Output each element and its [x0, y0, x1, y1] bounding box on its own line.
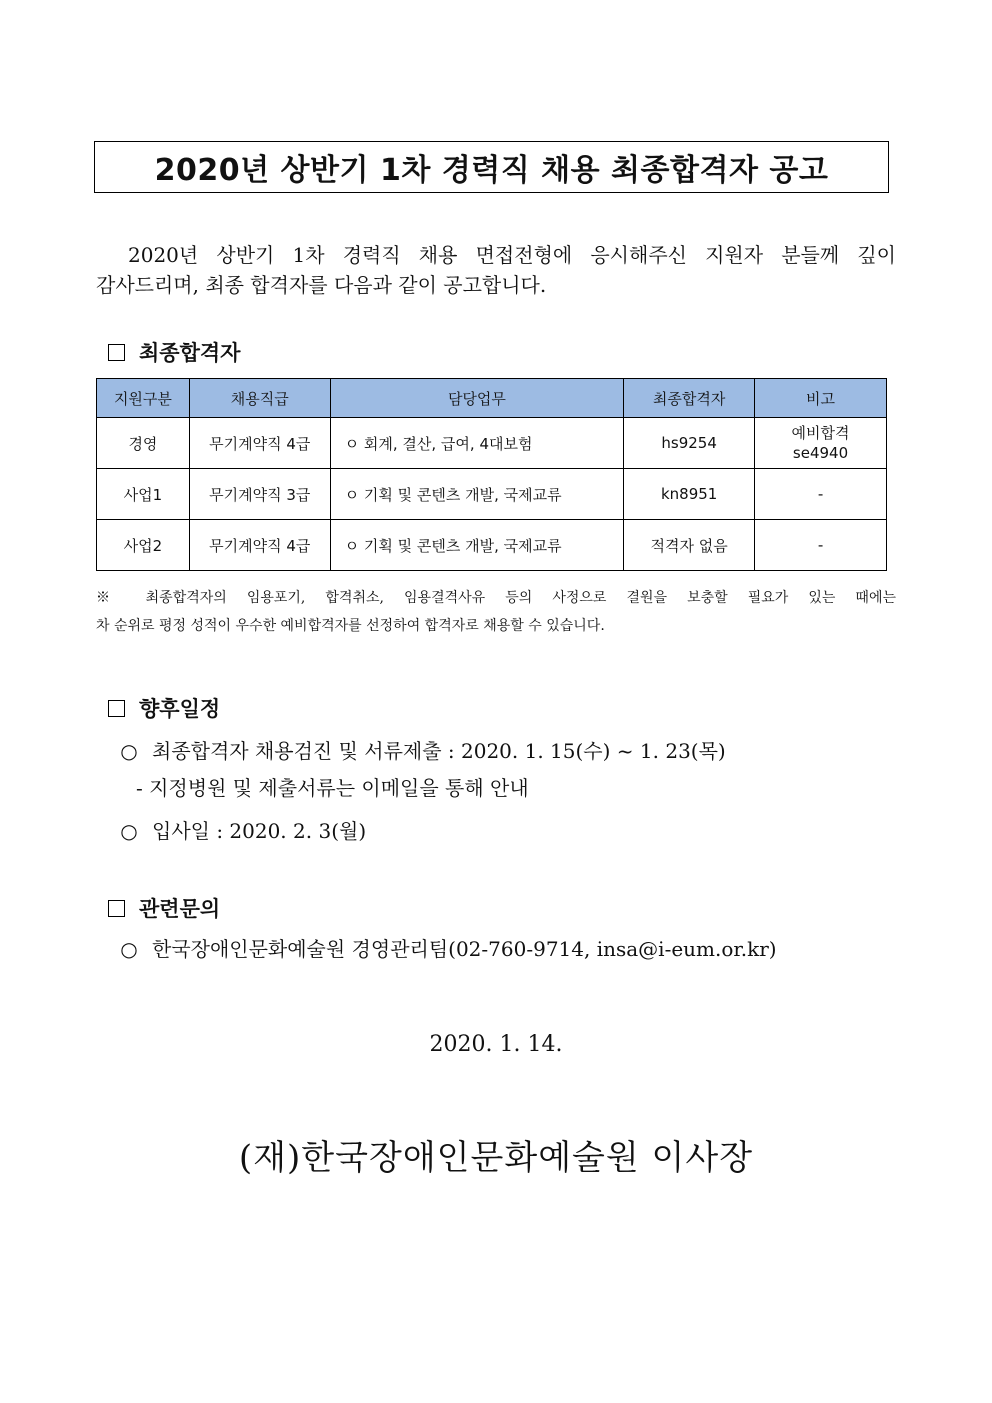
intro-line-1: 2020년 상반기 1차 경력직 채용 면접전형에 응시해주신 지원자 분들께 깊이 [128, 243, 896, 267]
section-heading-label: 관련문의 [139, 896, 221, 921]
cell-division: 사업2 [97, 520, 190, 571]
intro-paragraph [96, 240, 896, 300]
contact-item-1 [118, 933, 777, 962]
circle-bullet-icon: ○ [120, 739, 138, 763]
footnote-line-1: ※ 최종합격자의 임용포기, 합격취소, 임용결격사유 등의 사정으로 결원을 보충할 필요가 있는 때에는 [96, 590, 896, 606]
cell-duty: ㅇ 회계, 결산, 급여, 4대보험 [330, 418, 624, 469]
cell-note: - [755, 520, 887, 571]
cell-passer: hs9254 [624, 418, 755, 469]
schedule-item-1-text: 최종합격자 채용검진 및 서류제출 : 2020. 1. 15(수) ~ 1. 23(목) [152, 739, 726, 763]
table-header-row [97, 379, 887, 418]
table-row [97, 418, 887, 469]
cell-passer: kn8951 [624, 469, 755, 520]
section-heading-label: 최종합격자 [139, 340, 241, 365]
table-row [97, 520, 887, 571]
col-header-duty: 담당업무 [330, 379, 624, 418]
cell-grade: 무기계약직 3급 [189, 469, 330, 520]
col-header-passer: 최종합격자 [624, 379, 755, 418]
section-heading-final [108, 337, 240, 367]
final-passers-table [96, 378, 887, 571]
note-line-1: 예비합격 [791, 424, 850, 442]
note-line-2: se4940 [792, 444, 849, 462]
page-title: 2020년 상반기 1차 경력직 채용 최종합격자 공고 [94, 141, 889, 193]
section-heading-contact [108, 893, 220, 923]
section-heading-schedule [108, 693, 220, 723]
cell-note: - [755, 469, 887, 520]
announcement-date: 2020. 1. 14. [429, 1032, 563, 1057]
checkbox-square-icon [108, 700, 125, 717]
circle-bullet-icon: ○ [120, 819, 138, 843]
cell-duty: ㅇ 기획 및 콘텐츠 개발, 국제교류 [330, 520, 624, 571]
cell-grade: 무기계약직 4급 [189, 418, 330, 469]
col-header-note: 비고 [755, 379, 887, 418]
table-row [97, 469, 887, 520]
cell-division: 경영 [97, 418, 190, 469]
schedule-item-1 [118, 735, 726, 764]
col-header-grade: 채용직급 [189, 379, 330, 418]
intro-line-2: 감사드리며, 최종 합격자를 다음과 같이 공고합니다. [96, 273, 547, 297]
schedule-item-1-sub: - 지정병원 및 제출서류는 이메일을 통해 안내 [136, 776, 529, 800]
circle-bullet-icon: ○ [120, 937, 138, 961]
col-header-division: 지원구분 [97, 379, 190, 418]
cell-grade: 무기계약직 4급 [189, 520, 330, 571]
cell-note [755, 418, 887, 469]
cell-division: 사업1 [97, 469, 190, 520]
schedule-item-2-text: 입사일 : 2020. 2. 3(월) [152, 819, 367, 843]
checkbox-square-icon [108, 344, 125, 361]
section-heading-label: 향후일정 [139, 696, 221, 721]
contact-item-1-text: 한국장애인문화예술원 경영관리팀(02-760-9714, insa@i-eum.or.kr) [152, 937, 777, 961]
checkbox-square-icon [108, 900, 125, 917]
schedule-item-2 [118, 815, 366, 844]
footnote-line-2: 차 순위로 평정 성적이 우수한 예비합격자를 선정하여 합격자로 채용할 수 있습니다. [96, 618, 605, 634]
cell-passer: 적격자 없음 [624, 520, 755, 571]
signature: (재)한국장애인문화예술원 이사장 [238, 1138, 754, 1178]
footnote [96, 584, 896, 640]
cell-duty: ㅇ 기획 및 콘텐츠 개발, 국제교류 [330, 469, 624, 520]
